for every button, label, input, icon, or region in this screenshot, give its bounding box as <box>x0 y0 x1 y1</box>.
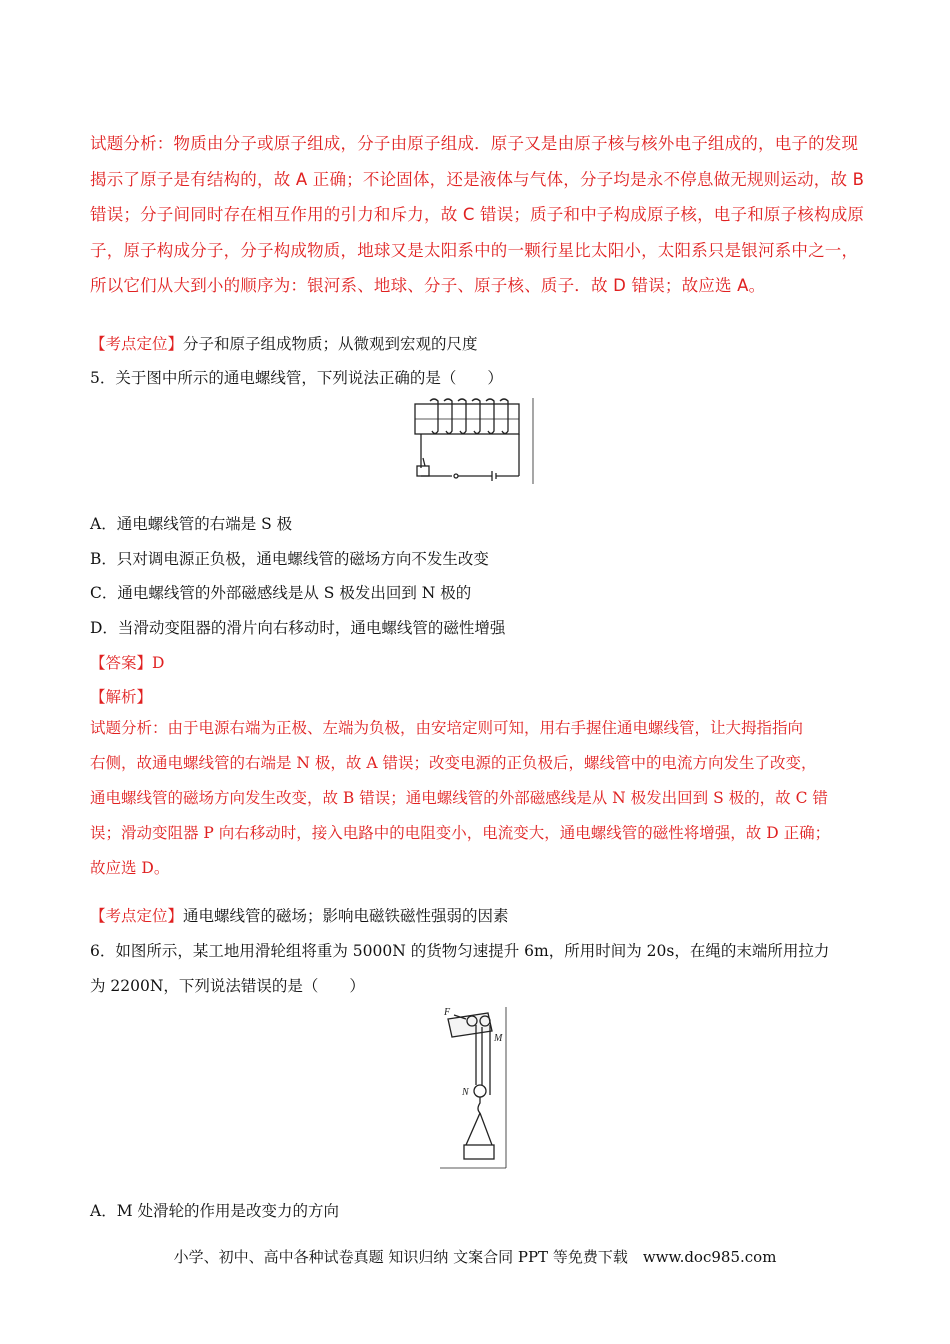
q5-analysis-line: 误；滑动变阻器 P 向右移动时，接入电路中的电阻变小，电流变大，通电螺线管的磁性将增强，故 D 正确； <box>90 824 831 842</box>
q5-option-d: D．当滑动变阻器的滑片向右移动时，通电螺线管的磁性增强 <box>90 619 506 637</box>
page-footer: 小学、初中、高中各种试卷真题 知识归纳 文案合同 PPT 等免费下载 www.doc985.com <box>173 1248 777 1266</box>
kaodian-text: 通电螺线管的磁场；影响电磁铁磁性强弱的因素 <box>183 907 509 925</box>
q4-analysis-line: 所以它们从大到小的顺序为：银河系、地球、分子、原子核、质子．故 D 错误；故应选 A。 <box>90 276 766 295</box>
q5-analysis <box>90 711 880 886</box>
q5-kaodian <box>90 904 509 926</box>
q4-analysis-line: 揭示了原子是有结构的，故 A 正确；不论固体，还是液体与气体，分子均是永不停息做无规则运动，故 B <box>90 169 865 189</box>
q4-kaodian <box>90 332 478 354</box>
solenoid-circuit-figure <box>412 396 537 486</box>
kaodian-tag: 【考点定位】 <box>90 907 184 925</box>
q5-analysis-line: 右侧，故通电螺线管的右端是 N 极，故 A 错误；改变电源的正负极后，螺线管中的电流方向发生了改变， <box>90 754 817 772</box>
q5-option-c: C．通电螺线管的外部磁感线是从 S 极发出回到 N 极的 <box>90 584 472 602</box>
q5-answer <box>90 651 164 673</box>
q5-analysis-line: 通电螺线管的磁场方向发生改变，故 B 错误；通电螺线管的外部磁感线是从 N 极发出回到 S 极的，故 C 错 <box>90 789 828 807</box>
q5-option-b: B．只对调电源正负极，通电螺线管的磁场方向不发生改变 <box>90 550 489 568</box>
q6-stem-line2: 为 2200N，下列说法错误的是（ ） <box>90 977 365 995</box>
answer-tag: 【答案】 <box>90 654 153 672</box>
q4-analysis <box>90 126 880 304</box>
q5-analysis-line: 试题分析：由于电源右端为正极、左端为负极，由安培定则可知，用右手握住通电螺线管，让大拇指指向 <box>90 719 804 737</box>
q4-analysis-line: 子，原子构成分子，分子构成物质，地球又是太阳系中的一颗行星比太阳小，太阳系只是银河系中之一， <box>90 240 859 260</box>
q4-analysis-line: 错误；分子间同时存在相互作用的引力和斥力，故 C 错误；质子和中子构成原子核，电子和原子核构成原 <box>90 205 865 224</box>
label-m: M <box>494 1033 503 1044</box>
kaodian-tag: 【考点定位】 <box>90 335 184 353</box>
q5-analysis-tag: 【解析】 <box>90 688 153 706</box>
label-n: N <box>462 1087 469 1098</box>
q5-stem: 5．关于图中所示的通电螺线管，下列说法正确的是（ ） <box>90 369 503 387</box>
q5-analysis-line: 故应选 D。 <box>90 859 170 877</box>
label-f: F <box>444 1007 451 1018</box>
q6-option-a: A．M 处滑轮的作用是改变力的方向 <box>90 1202 339 1220</box>
q5-option-a: A．通电螺线管的右端是 S 极 <box>90 515 293 533</box>
q4-analysis-line: 试题分析：物质由分子或原子组成，分子由原子组成．原子又是由原子核与核外电子组成的，电子的发现 <box>90 134 859 153</box>
answer-value: D <box>152 654 165 672</box>
q6-stem-line1: 6．如图所示，某工地用滑轮组将重为 5000N 的货物匀速提升 6m，所用时间为 20s，在绳的末端所用拉力 <box>90 942 830 960</box>
pulley-system-figure <box>440 1005 520 1170</box>
kaodian-text: 分子和原子组成物质；从微观到宏观的尺度 <box>183 335 478 353</box>
